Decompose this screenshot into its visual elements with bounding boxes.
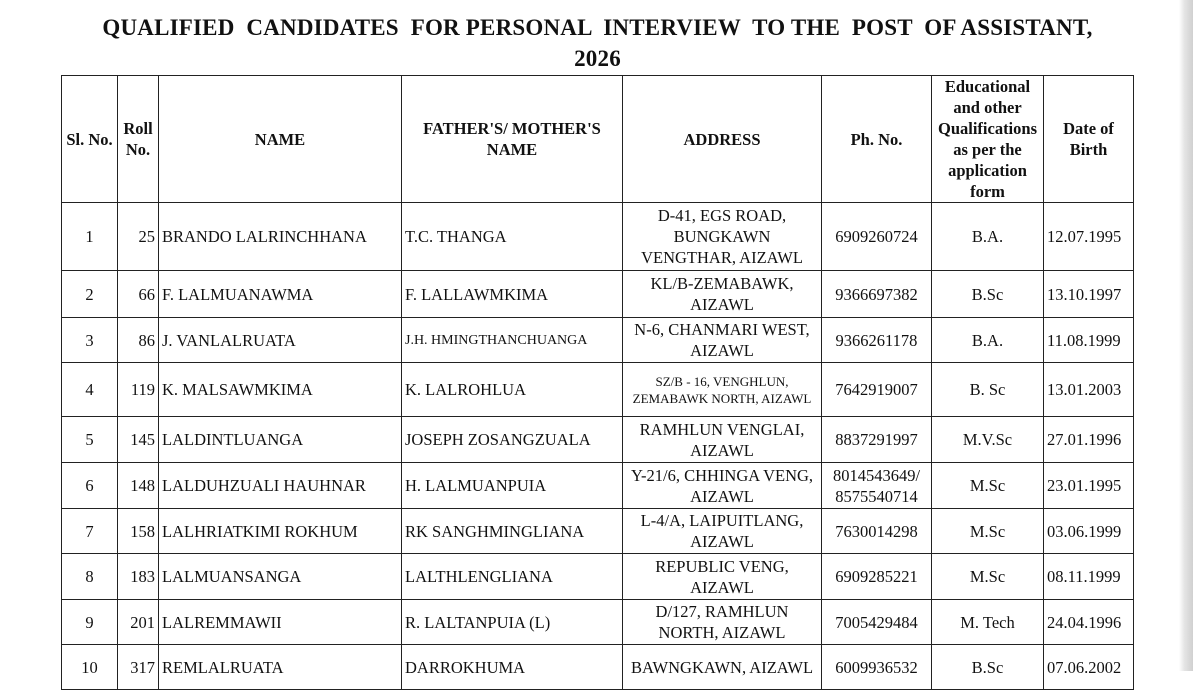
cell-roll-no: 158 — [118, 509, 159, 554]
cell-phone: 6009936532 — [822, 645, 932, 690]
cell-father-name: K. LALROHLUA — [402, 363, 623, 417]
cell-name: K. MALSAWMKIMA — [159, 363, 402, 417]
cell-name: LALREMMAWII — [159, 600, 402, 645]
cell-qualification: B.Sc — [932, 271, 1044, 318]
cell-phone: 9366261178 — [822, 318, 932, 363]
header-address: ADDRESS — [623, 76, 822, 203]
page-edge-shadow — [1179, 0, 1193, 671]
cell-sl-no: 6 — [62, 463, 118, 509]
cell-father-name: RK SANGHMINGLIANA — [402, 509, 623, 554]
document-title — [60, 12, 1135, 74]
cell-address: Y-21/6, CHHINGA VENG, AIZAWL — [623, 463, 822, 509]
table-row — [62, 645, 1134, 690]
cell-qualification: B.Sc — [932, 645, 1044, 690]
table-row — [62, 417, 1134, 463]
cell-sl-no: 9 — [62, 600, 118, 645]
cell-roll-no: 201 — [118, 600, 159, 645]
cell-date-of-birth: 08.11.1999 — [1044, 554, 1134, 600]
cell-name: LALHRIATKIMI ROKHUM — [159, 509, 402, 554]
cell-date-of-birth: 13.01.2003 — [1044, 363, 1134, 417]
cell-address: REPUBLIC VENG, AIZAWL — [623, 554, 822, 600]
header-roll-no: Roll No. — [118, 76, 159, 203]
cell-phone: 7630014298 — [822, 509, 932, 554]
table-row — [62, 271, 1134, 318]
cell-address: L-4/A, LAIPUITLANG, AIZAWL — [623, 509, 822, 554]
cell-phone: 7642919007 — [822, 363, 932, 417]
cell-name: LALMUANSANGA — [159, 554, 402, 600]
cell-name: LALDUHZUALI HAUHNAR — [159, 463, 402, 509]
cell-sl-no: 5 — [62, 417, 118, 463]
cell-sl-no: 8 — [62, 554, 118, 600]
cell-qualification: B.A. — [932, 203, 1044, 271]
cell-sl-no: 1 — [62, 203, 118, 271]
header-date-of-birth: Date of Birth — [1044, 76, 1134, 203]
header-father-mother-name: FATHER'S/ MOTHER'S NAME — [402, 76, 623, 203]
cell-address: D-41, EGS ROAD, BUNGKAWN VENGTHAR, AIZAWL — [623, 203, 822, 271]
cell-address: D/127, RAMHLUN NORTH, AIZAWL — [623, 600, 822, 645]
cell-father-name: H. LALMUANPUIA — [402, 463, 623, 509]
cell-father-name: J.H. HMINGTHANCHUANGA — [402, 318, 623, 363]
cell-qualification: B.A. — [932, 318, 1044, 363]
table-row — [62, 463, 1134, 509]
cell-sl-no: 7 — [62, 509, 118, 554]
cell-date-of-birth: 27.01.1996 — [1044, 417, 1134, 463]
title-line-2: 2026 — [574, 46, 621, 71]
cell-qualification: M. Tech — [932, 600, 1044, 645]
cell-address: BAWNGKAWN, AIZAWL — [623, 645, 822, 690]
header-qualifications: Educational and other Qualifications as per the application form — [932, 76, 1044, 203]
table-row — [62, 554, 1134, 600]
cell-phone: 6909285221 — [822, 554, 932, 600]
cell-father-name: F. LALLAWMKIMA — [402, 271, 623, 318]
cell-date-of-birth: 23.01.1995 — [1044, 463, 1134, 509]
cell-father-name: T.C. THANGA — [402, 203, 623, 271]
table-row — [62, 203, 1134, 271]
title-line-1: QUALIFIED CANDIDATES FOR PERSONAL INTERVIEW TO THE POST OF ASSISTANT, — [102, 15, 1093, 40]
cell-roll-no: 119 — [118, 363, 159, 417]
cell-date-of-birth: 03.06.1999 — [1044, 509, 1134, 554]
table-row — [62, 363, 1134, 417]
cell-phone: 8014543649/ 8575540714 — [822, 463, 932, 509]
cell-father-name: LALTHLENGLIANA — [402, 554, 623, 600]
cell-qualification: M.Sc — [932, 463, 1044, 509]
header-sl-no: Sl. No. — [62, 76, 118, 203]
cell-phone: 6909260724 — [822, 203, 932, 271]
cell-name: BRANDO LALRINCHHANA — [159, 203, 402, 271]
cell-phone: 7005429484 — [822, 600, 932, 645]
cell-date-of-birth: 24.04.1996 — [1044, 600, 1134, 645]
cell-roll-no: 86 — [118, 318, 159, 363]
cell-address: RAMHLUN VENGLAI, AIZAWL — [623, 417, 822, 463]
cell-roll-no: 317 — [118, 645, 159, 690]
cell-roll-no: 145 — [118, 417, 159, 463]
cell-sl-no: 4 — [62, 363, 118, 417]
table-row — [62, 600, 1134, 645]
cell-name: J. VANLALRUATA — [159, 318, 402, 363]
cell-sl-no: 2 — [62, 271, 118, 318]
table-row — [62, 509, 1134, 554]
cell-phone: 8837291997 — [822, 417, 932, 463]
cell-date-of-birth: 12.07.1995 — [1044, 203, 1134, 271]
cell-father-name: JOSEPH ZOSANGZUALA — [402, 417, 623, 463]
cell-date-of-birth: 07.06.2002 — [1044, 645, 1134, 690]
header-phone-no: Ph. No. — [822, 76, 932, 203]
cell-roll-no: 66 — [118, 271, 159, 318]
cell-sl-no: 10 — [62, 645, 118, 690]
candidates-table — [61, 75, 1134, 690]
table-header-row — [62, 76, 1134, 203]
cell-name: LALDINTLUANGA — [159, 417, 402, 463]
cell-father-name: DARROKHUMA — [402, 645, 623, 690]
cell-address: KL/B-ZEMABAWK, AIZAWL — [623, 271, 822, 318]
cell-address: N-6, CHANMARI WEST, AIZAWL — [623, 318, 822, 363]
cell-sl-no: 3 — [62, 318, 118, 363]
cell-qualification: M.Sc — [932, 554, 1044, 600]
cell-qualification: B. Sc — [932, 363, 1044, 417]
cell-date-of-birth: 11.08.1999 — [1044, 318, 1134, 363]
cell-roll-no: 148 — [118, 463, 159, 509]
cell-roll-no: 183 — [118, 554, 159, 600]
cell-qualification: M.V.Sc — [932, 417, 1044, 463]
cell-roll-no: 25 — [118, 203, 159, 271]
header-name: NAME — [159, 76, 402, 203]
cell-phone: 9366697382 — [822, 271, 932, 318]
table-row — [62, 318, 1134, 363]
cell-qualification: M.Sc — [932, 509, 1044, 554]
cell-date-of-birth: 13.10.1997 — [1044, 271, 1134, 318]
cell-name: F. LALMUANAWMA — [159, 271, 402, 318]
cell-name: REMLALRUATA — [159, 645, 402, 690]
cell-father-name: R. LALTANPUIA (L) — [402, 600, 623, 645]
cell-address: SZ/B - 16, VENGHLUN, ZEMABAWK NORTH, AIZAWL — [623, 363, 822, 417]
